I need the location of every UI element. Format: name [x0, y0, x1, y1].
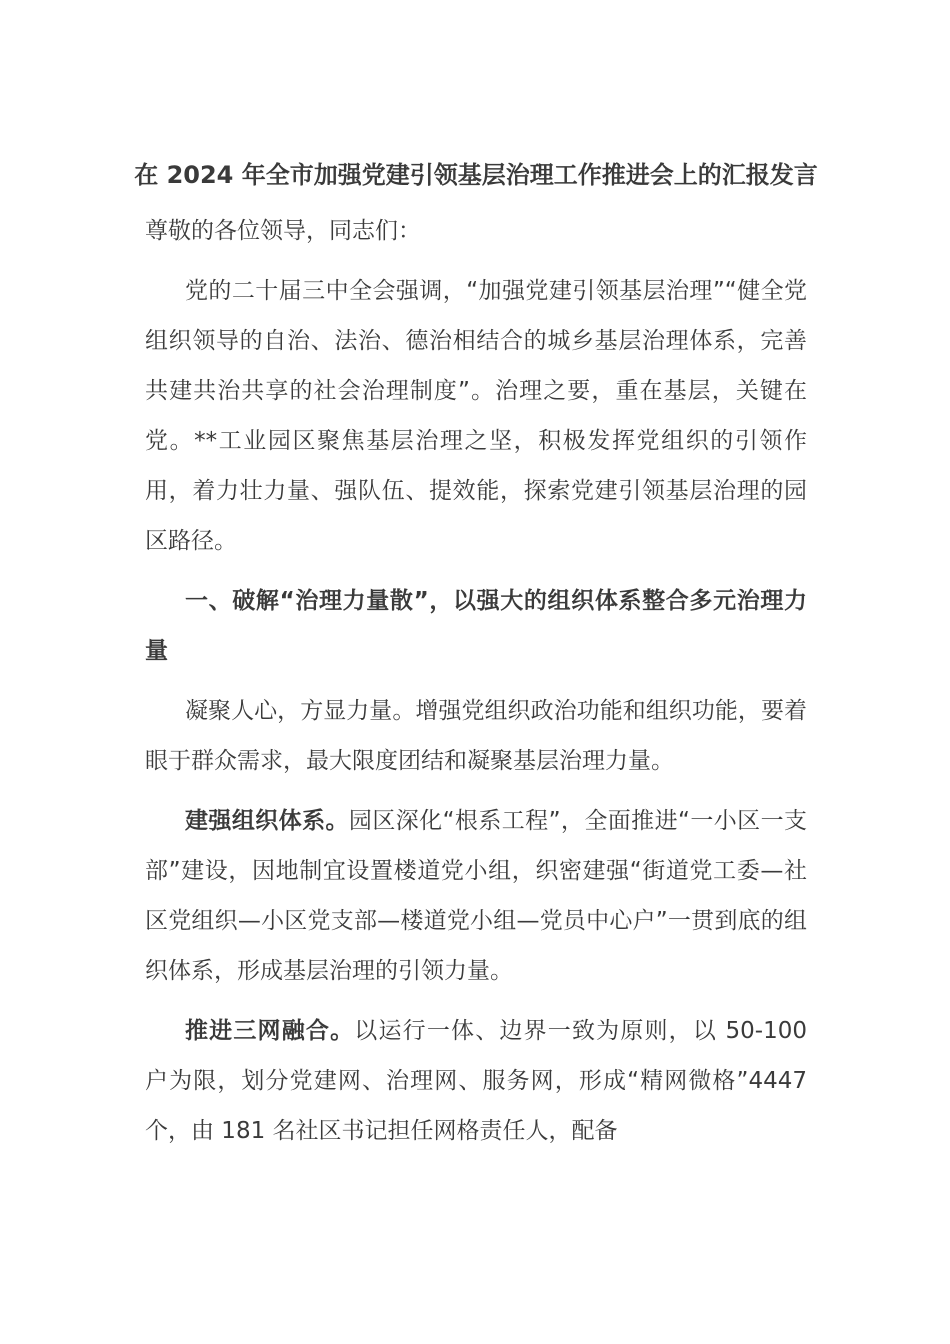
item-body-organization: 园区深化“根系工程”，全面推进“一小区一支部”建设，因地制宜设置楼道党小组，织密建强“街道党工委—社区党组织—小区党支部—楼道党小组—党员中心户”一贯到底的组织体系，形成基层治理的引领力量。 — [145, 808, 808, 984]
item-paragraph-three-networks — [145, 1006, 807, 1156]
document-page — [134, 150, 818, 1166]
salutation: 尊敬的各位领导，同志们： — [145, 218, 421, 244]
section-heading-1: 一、破解“治理力量散”，以强大的组织体系整合多元治理力量 — [145, 588, 807, 664]
item-paragraph-organization — [145, 796, 807, 996]
item-body-three-networks: 以运行一体、边界一致为原则，以 50-100 户为限，划分党建网、治理网、服务网，形成“精网微格”4447 个，由 181 名社区书记担任网格责任人，配备 — [145, 1018, 808, 1144]
section-1-intro-paragraph: 凝聚人心，方显力量。增强党组织政治功能和组织功能，要着眼于群众需求，最大限度团结和凝聚基层治理力量。 — [145, 698, 807, 774]
item-lead-three-networks: 推进三网融合。 — [185, 1018, 355, 1044]
item-lead-organization: 建强组织体系。 — [185, 808, 349, 834]
intro-paragraph: 党的二十届三中全会强调，“加强党建引领基层治理”“健全党组织领导的自治、法治、德治相结合的城乡基层治理体系，完善共建共治共享的社会治理制度”。治理之要，重在基层，关键在党。**工业园区聚焦基层治理之坚，积极发挥党组织的引领作用，着力壮力量、强队伍、提效能，探索党建引领基层治理的园区路径。 — [145, 278, 807, 554]
document-title: 在 2024 年全市加强党建引领基层治理工作推进会上的汇报发言 — [134, 161, 818, 189]
